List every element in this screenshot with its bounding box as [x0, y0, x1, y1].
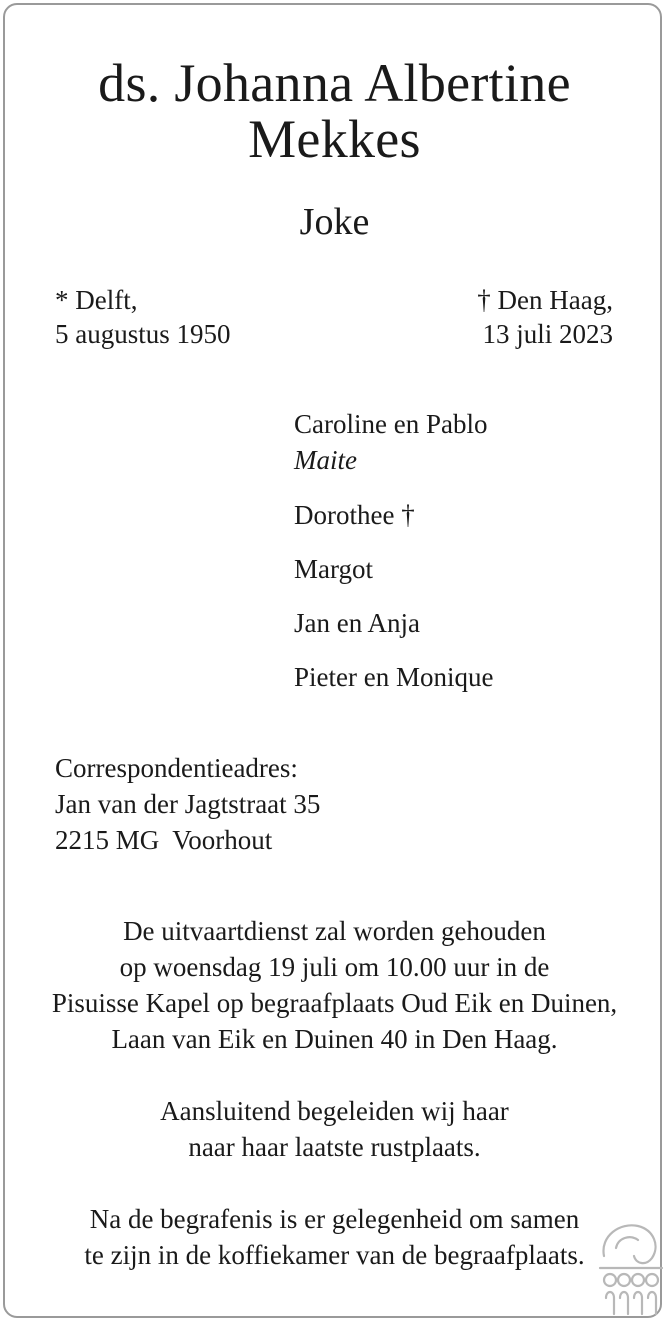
family-member: Dorothee †	[294, 500, 415, 530]
service-line: Laan van Eik en Duinen 40 in Den Haag.	[111, 1024, 558, 1054]
publisher-logo-icon	[596, 1218, 666, 1318]
family-member: Pieter en Monique	[294, 662, 494, 692]
birth-date: 5 augustus 1950	[55, 319, 231, 349]
death-place: † Den Haag,	[477, 285, 613, 315]
deceased-name-line1: ds. Johanna Albertine	[98, 53, 571, 113]
correspondence-city: 2215 MG Voorhout	[55, 825, 273, 855]
burial-line: Aansluitend begeleiden wij haar	[160, 1096, 509, 1126]
family-member: Caroline en Pablo	[294, 409, 488, 439]
correspondence-street: Jan van der Jagtstraat 35	[55, 789, 321, 819]
service-line: Pisuisse Kapel op begraafplaats Oud Eik en Duinen,	[51, 988, 618, 1018]
death-date: 13 juli 2023	[482, 319, 613, 349]
service-line: op woensdag 19 juli om 10.00 uur in de	[119, 952, 550, 982]
burial-line: naar haar laatste rustplaats.	[188, 1132, 481, 1162]
reception-line: te zijn in de koffiekamer van de begraafplaats.	[84, 1240, 585, 1270]
service-line: De uitvaartdienst zal worden gehouden	[123, 916, 546, 946]
family-member-child: Maite	[294, 445, 357, 475]
deceased-nickname: Joke	[299, 201, 370, 243]
reception-line: Na de begrafenis is er gelegenheid om samen	[89, 1204, 580, 1234]
family-member: Jan en Anja	[294, 608, 420, 638]
correspondence-label: Correspondentieadres:	[55, 753, 298, 783]
deceased-name-line2: Mekkes	[248, 109, 421, 169]
birth-place: * Delft,	[55, 285, 138, 315]
family-member: Margot	[294, 554, 373, 584]
